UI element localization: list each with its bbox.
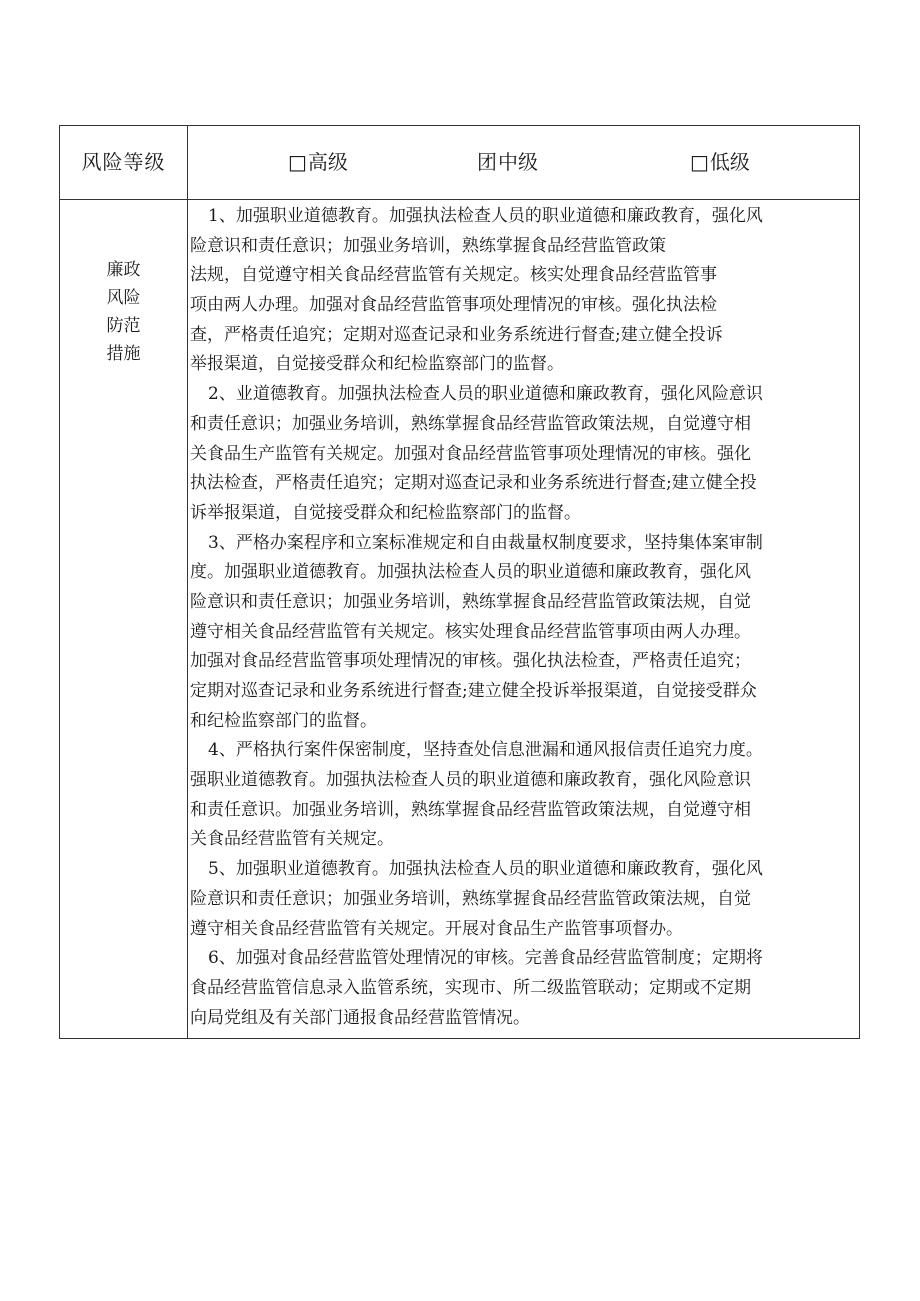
measure-line: 加强对食品经营监管事项处理情况的审核。强化执法检查，严格责任追究； <box>190 651 751 672</box>
measure-line: 关食品生产监管有关规定。加强对食品经营监管事项处理情况的审核。强化 <box>190 443 751 464</box>
measure-line: 举报渠道，自觉接受群众和纪检监察部门的监督。 <box>190 354 564 375</box>
column-divider <box>187 126 188 1038</box>
measure-line: 强职业道德教育。加强执法检查人员的职业道德和廉政教育，强化风险意识 <box>190 770 751 791</box>
measures-label-line: 廉政 <box>106 260 141 280</box>
checkbox-low[interactable]: □ <box>690 150 709 174</box>
risk-level-label: 风险等级 <box>81 150 166 174</box>
measure-line: 项由两人办理。加强对食品经营监管事项处理情况的审核。强化执法检 <box>190 295 717 316</box>
checkbox-medium[interactable]: 团 <box>477 150 497 174</box>
measure-line: 诉举报渠道，自觉接受群众和纪检监察部门的监督。 <box>190 502 581 523</box>
risk-option-high[interactable] <box>288 126 348 199</box>
risk-table <box>59 125 860 1039</box>
option-high-label: 高级 <box>307 150 348 174</box>
measure-line: 和责任意识；加强业务培训，熟练掌握食品经营监管政策法规，自觉遵守相 <box>190 413 751 434</box>
risk-option-medium[interactable] <box>477 126 538 199</box>
measure-line: 险意识和责任意识；加强业务培训，熟练掌握食品经营监管政策法规，自觉 <box>190 888 751 909</box>
measure-line: 向局党组及有关部门通报食品经营监管情况。 <box>190 1007 530 1028</box>
measure-line: 食品经营监管信息录入监管系统，实现市、所二级监管联动；定期或不定期 <box>190 977 751 998</box>
measure-line: 法规，自觉遵守相关食品经营监管有关规定。核实处理食品经营监管事 <box>190 265 717 286</box>
measures-label <box>60 256 187 368</box>
measure-line: 遵守相关食品经营监管有关规定。核实处理食品经营监管事项由两人办理。 <box>190 621 751 642</box>
measure-line: 4、严格执行案件保密制度，坚持查处信息泄漏和通风报信责任追究力度。 <box>208 740 763 761</box>
measure-line: 度。加强职业道德教育。加强执法检查人员的职业道德和廉政教育，强化风 <box>190 562 751 583</box>
option-low-label: 低级 <box>709 150 750 174</box>
measure-line: 执法检查，严格责任追究；定期对巡查记录和业务系统进行督查;建立健全投 <box>190 473 757 494</box>
measure-line: 3、严格办案程序和立案标准规定和自由裁量权制度要求，坚持集体案审制 <box>208 532 763 553</box>
measure-line: 定期对巡查记录和业务系统进行督查;建立健全投诉举报渠道，自觉接受群众 <box>190 681 757 701</box>
measure-line: 险意识和责任意识；加强业务培训，熟练掌握食品经营监管政策法规，自觉 <box>190 591 751 612</box>
checkbox-high[interactable]: □ <box>288 150 307 174</box>
measures-label-line: 防范 <box>106 316 141 336</box>
risk-option-low[interactable] <box>690 126 750 199</box>
measure-line: 6、加强对食品经营监管处理情况的审核。完善食品经营监管制度；定期将 <box>208 948 763 969</box>
measure-line: 遵守相关食品经营监管有关规定。开展对食品生产监管事项督办。 <box>190 918 683 939</box>
measure-line: 5、加强职业道德教育。加强执法检查人员的职业道德和廉政教育，强化风 <box>208 859 763 880</box>
measures-label-line: 措施 <box>106 344 141 364</box>
measure-line: 关食品经营监管有关规定。 <box>190 829 394 850</box>
measure-line: 和责任意识。加强业务培训，熟练掌握食品经营监管政策法规，自觉遵守相 <box>190 799 751 820</box>
measure-line: 1、加强职业道德教育。加强执法检查人员的职业道德和廉政教育，强化风 <box>208 206 763 226</box>
measure-line: 查，严格责任追究；定期对巡查记录和业务系统进行督查;建立健全投诉 <box>190 324 723 345</box>
measure-line: 2、业道德教育。加强执法检查人员的职业道德和廉政教育，强化风险意识 <box>208 384 763 405</box>
measures-label-line: 风险 <box>106 288 141 308</box>
measures-content <box>190 202 860 1033</box>
option-medium-label: 中级 <box>498 150 538 174</box>
measure-line: 险意识和责任意识；加强业务培训，熟练掌握食品经营监管政策 <box>190 235 666 256</box>
measure-line: 和纪检监察部门的监督。 <box>190 710 377 731</box>
risk-level-row <box>60 126 859 200</box>
